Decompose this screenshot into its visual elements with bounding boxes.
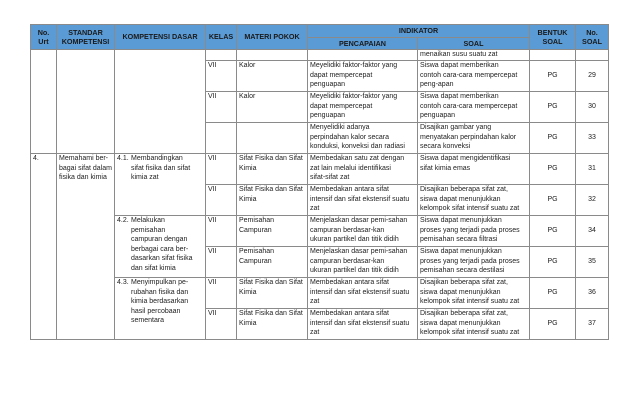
cell-pencapaian: Meyelidiki faktor-faktor yang dapat mempercepat penguapan xyxy=(308,92,418,123)
header-no-soal: No. SOAL xyxy=(576,25,609,50)
cell-no-soal: 29 xyxy=(576,61,609,92)
header-materi-pokok: MATERI POKOK xyxy=(237,25,308,50)
cell-no-urut: 4. xyxy=(31,154,57,340)
cell-pencapaian xyxy=(308,50,418,61)
cell-materi: Sifat Fisika dan Sifat Kimia xyxy=(237,309,308,340)
cell-no-soal: 35 xyxy=(576,247,609,278)
cell-materi: Pemisahan Campuran xyxy=(237,216,308,247)
cell-soal: Siswa dapat mengidentifikasi sifat kimia emas xyxy=(418,154,530,185)
cell-kelas xyxy=(206,50,237,61)
cell-kelas: VII xyxy=(206,185,237,216)
cell-pencapaian: Menjelaskan dasar pemi-sahan campuran berdasar-kan ukuran partikel dan titik didih xyxy=(308,216,418,247)
header-soal: SOAL xyxy=(418,38,530,50)
cell-no-soal: 32 xyxy=(576,185,609,216)
cell-kelas: VII xyxy=(206,278,237,309)
kd-text: Menyimpulkan pe- rubahan fisika dan kimia berdasarkan hasil percobaan sementara xyxy=(131,279,189,324)
cell-bentuk: PG xyxy=(530,154,576,185)
cell-no-soal: 36 xyxy=(576,278,609,309)
header-kompetensi-dasar: KOMPETENSI DASAR xyxy=(115,25,206,50)
cell-kompetensi-dasar-4-1 xyxy=(115,154,206,216)
cell-pencapaian: Menjelaskan dasar pemi-sahan campuran berdasar-kan ukuran partikel dan titik didih xyxy=(308,247,418,278)
cell-soal: Siswa dapat menunjukkan proses yang terjadi pada proses pemisahan secara destilasi xyxy=(418,247,530,278)
cell-no-soal: 30 xyxy=(576,92,609,123)
cell-kelas: VII xyxy=(206,92,237,123)
cell-pencapaian: Membedakan satu zat dengan zat lain melalui identifikasi sifat-sifat zat xyxy=(308,154,418,185)
cell-pencapaian: Membedakan antara sifat intensif dan sifat ekstensif suatu zat xyxy=(308,309,418,340)
header-kelas: KELAS xyxy=(206,25,237,50)
cell-materi: Sifat Fisika dan Sifat Kimia xyxy=(237,185,308,216)
kd-number: 4.1. xyxy=(117,155,129,162)
kisi-kisi-table xyxy=(30,24,609,340)
cell-sk-empty xyxy=(57,50,115,154)
cell-materi: Pemisahan Campuran xyxy=(237,247,308,278)
cell-pencapaian: Meyelidiki faktor-faktor yang dapat mempercepat penguapan xyxy=(308,61,418,92)
cell-bentuk: PG xyxy=(530,185,576,216)
cell-pencapaian: Menyelidiki adanya perpindahan kalor secara konduksi, konveksi dan radiasi xyxy=(308,123,418,154)
cell-bentuk: PG xyxy=(530,309,576,340)
header-standar-kompetensi: STANDAR KOMPETENSI xyxy=(57,25,115,50)
kd-number: 4.3. xyxy=(117,279,129,286)
table-row xyxy=(31,278,609,309)
cell-pencapaian: Membedakan antara sifat intensif dan sifat ekstensif suatu zat xyxy=(308,278,418,309)
cell-bentuk: PG xyxy=(530,216,576,247)
cell-kelas: VII xyxy=(206,61,237,92)
cell-kelas xyxy=(206,123,237,154)
table-row xyxy=(31,50,609,61)
cell-kelas: VII xyxy=(206,154,237,185)
header-bentuk-soal: BENTUK SOAL xyxy=(530,25,576,50)
cell-soal: menaikan susu suatu zat xyxy=(418,50,530,61)
header-no-urut: No. Urt xyxy=(31,25,57,50)
kd-text: Membandingkan sifat fisika dan sifat kimia zat xyxy=(131,155,191,181)
cell-no-soal: 34 xyxy=(576,216,609,247)
table-row xyxy=(31,154,609,185)
cell-kompetensi-dasar-4-3 xyxy=(115,278,206,340)
cell-no-soal: 31 xyxy=(576,154,609,185)
cell-bentuk: PG xyxy=(530,92,576,123)
cell-no-soal: 33 xyxy=(576,123,609,154)
cell-no-soal xyxy=(576,50,609,61)
table-row xyxy=(31,216,609,247)
cell-materi xyxy=(237,50,308,61)
cell-materi: Sifat Fisika dan Sifat Kimia xyxy=(237,154,308,185)
cell-standar-kompetensi: Memahami ber- bagai sifat dalam fisika dan kimia xyxy=(57,154,115,340)
kd-number: 4.2. xyxy=(117,217,129,224)
cell-soal: Disajikan beberapa sifat zat, siswa dapat menunjukkan kelompok sifat intensif suatu zat xyxy=(418,278,530,309)
cell-bentuk: PG xyxy=(530,61,576,92)
cell-soal: Siswa dapat memberikan contoh cara-cara mempercepat penguapan xyxy=(418,92,530,123)
cell-bentuk xyxy=(530,50,576,61)
cell-bentuk: PG xyxy=(530,123,576,154)
cell-kd-empty xyxy=(115,50,206,154)
cell-materi: Kalor xyxy=(237,92,308,123)
cell-pencapaian: Membedakan antara sifat intensif dan sifat ekstensif suatu zat xyxy=(308,185,418,216)
cell-materi xyxy=(237,123,308,154)
cell-soal: Siswa dapat memberikan contoh cara-cara mempercepat peng-apan xyxy=(418,61,530,92)
cell-bentuk: PG xyxy=(530,278,576,309)
cell-materi: Kalor xyxy=(237,61,308,92)
cell-soal: Disajikan beberapa sifat zat, siswa dapat menunjukkan kelompok sifat intensif suatu zat xyxy=(418,309,530,340)
cell-kelas: VII xyxy=(206,216,237,247)
cell-materi: Sifat Fisika dan Sifat Kimia xyxy=(237,278,308,309)
cell-no-soal: 37 xyxy=(576,309,609,340)
cell-soal: Disajikan gambar yang menyatakan perpindahan kalor secara konveksi xyxy=(418,123,530,154)
cell-soal: Siswa dapat menunjukkan proses yang terjadi pada proses pemisahan secara filtrasi xyxy=(418,216,530,247)
kd-text: Melakukan pemisahan campuran dengan berbagai cara ber- dasarkan sifat fisika dan sifat kimia xyxy=(131,217,193,272)
header-indikator: INDIKATOR xyxy=(308,25,530,38)
cell-soal: Disajikan beberapa sifat zat, siswa dapat menunjukkan kelompok sifat intensif suatu zat xyxy=(418,185,530,216)
header-pencapaian: PENCAPAIAN xyxy=(308,38,418,50)
cell-kelas: VII xyxy=(206,247,237,278)
cell-kompetensi-dasar-4-2 xyxy=(115,216,206,278)
cell-bentuk: PG xyxy=(530,247,576,278)
kisi-kisi-document xyxy=(30,24,608,340)
cell-no-urut-empty xyxy=(31,50,57,154)
cell-kelas: VII xyxy=(206,309,237,340)
